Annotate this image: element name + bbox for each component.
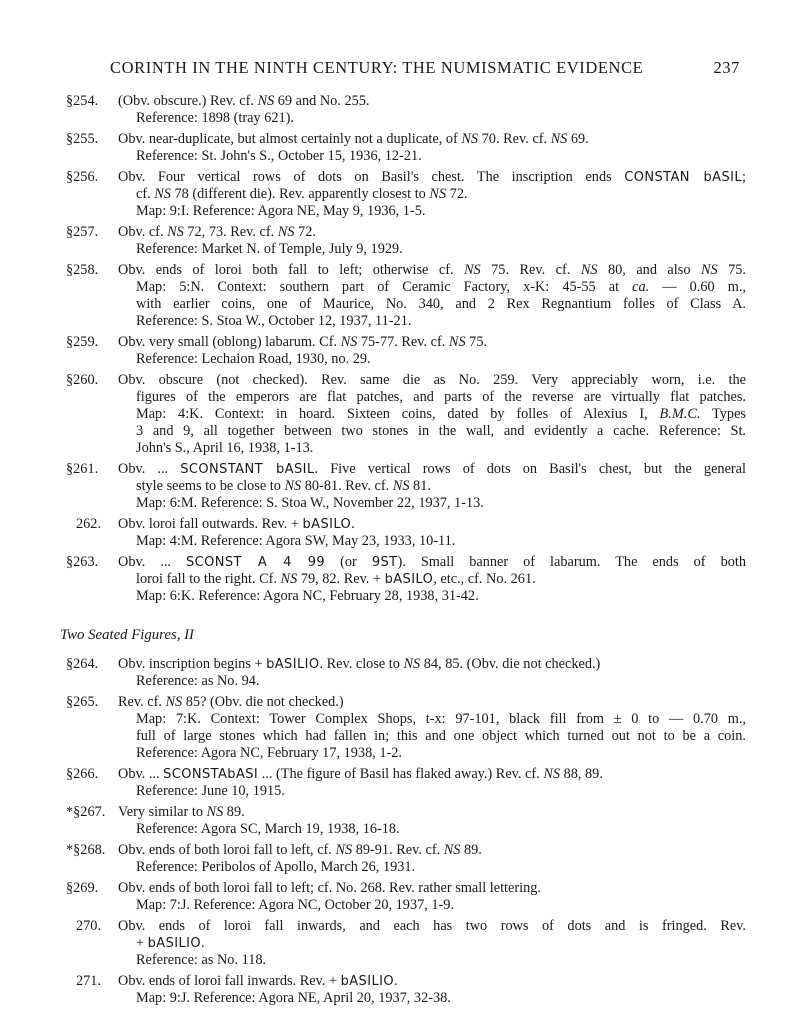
entry-line: Obv. ... SCONSTAbASI ... (The figure of Basil has flaked away.) Rev. cf. NS 88, 89. (118, 766, 603, 782)
entry-line: Map: 9:I. Reference: Agora NE, May 9, 1936, 1-5. (136, 203, 426, 219)
entry-line: Map: 9:J. Reference: Agora NE, April 20, 1937, 32-38. (136, 990, 451, 1006)
page-number: 237 (713, 58, 740, 77)
entry-line: Obv. ... SCONSTANT bASIL. Five vertical rows of dots on Basil's chest, but the general (118, 461, 746, 477)
catalogue-entries (60, 93, 746, 1011)
entry-line: Reference: S. Stoa W., October 12, 1937, 11-21. (136, 313, 412, 329)
catalogue-entry (66, 131, 746, 165)
entry-line: Obv. inscription begins + bASILIO. Rev. close to NS 84, 85. (Obv. die not checked.) (118, 656, 601, 672)
entry-line: Obv. near-duplicate, but almost certainly not a duplicate, of NS 70. Rev. cf. NS 69. (118, 131, 589, 147)
entry-line: Obv. loroi fall outwards. Rev. + bASILO. (118, 516, 355, 532)
entry-line: loroi fall to the right. Cf. NS 79, 82. Rev. + bASILO, etc., cf. No. 261. (136, 571, 536, 587)
running-head (110, 58, 740, 78)
entry-gap (66, 1007, 746, 1011)
catalogue-entry (66, 372, 746, 457)
entry-line: cf. NS 78 (different die). Rev. apparently closest to NS 72. (136, 186, 468, 202)
entry-line: Obv. Four vertical rows of dots on Basil's chest. The inscription ends CONSTAN bASIL; (118, 169, 746, 185)
entry-number: 270. (76, 918, 102, 934)
entry-line: Map: 4:K. Context: in hoard. Sixteen coins, dated by folles of Alexius I, B.M.C. Types (136, 406, 746, 422)
entry-line: Map: 7:J. Reference: Agora NC, October 20, 1937, 1-9. (136, 897, 455, 913)
entry-line: (Obv. obscure.) Rev. cf. NS 69 and No. 255. (118, 93, 370, 109)
entry-line: + bASILIO. (136, 935, 205, 951)
entry-line: 3 and 9, all together between two stones in the wall, and evidently a cache. Reference: St. (136, 423, 746, 439)
entry-line: Obv. ends of loroi fall inwards, and each has two rows of dots and is fringed. Rev. (118, 918, 746, 934)
entry-group-part-i (66, 93, 746, 609)
catalogue-entry (66, 880, 746, 914)
catalogue-entry (66, 656, 746, 690)
entry-line: Reference: St. John's S., October 15, 1936, 12-21. (136, 148, 422, 164)
entry-number: §269. (66, 880, 99, 896)
entry-line: Reference: as No. 94. (136, 673, 260, 689)
catalogue-entry (66, 918, 746, 969)
entry-number: §264. (66, 656, 99, 672)
entry-line: Map: 5:N. Context: southern part of Ceramic Factory, x-K: 45-55 at ca. — 0.60 m., (136, 279, 746, 295)
catalogue-entry (66, 461, 746, 512)
entry-line: Obv. very small (oblong) labarum. Cf. NS 75-77. Rev. cf. NS 75. (118, 334, 488, 350)
entry-number: §265. (66, 694, 99, 710)
entry-line: Reference: Agora NC, February 17, 1938, 1-2. (136, 745, 403, 761)
entry-line: Reference: Peribolos of Apollo, March 26, 1931. (136, 859, 416, 875)
entry-line: full of large stones which had fallen in; this and one object which turned out not to be a coin. (136, 728, 746, 744)
entry-number: 271. (76, 973, 102, 989)
entry-line: with earlier coins, one of Maurice, No. 340, and 2 Rex Regnantium folles of Class A. (136, 296, 746, 312)
entry-line: Obv. ends of both loroi fall to left; cf. No. 268. Rev. rather small lettering. (118, 880, 541, 896)
entry-number: §255. (66, 131, 99, 147)
entry-line: Reference: Agora SC, March 19, 1938, 16-18. (136, 821, 400, 837)
entry-line: Obv. ends of loroi fall inwards. Rev. + bASILIO. (118, 973, 398, 989)
entry-line: Obv. ends of loroi both fall to left; otherwise cf. NS 75. Rev. cf. NS 80, and also NS 75. (118, 262, 746, 278)
entry-number: §261. (66, 461, 99, 477)
entry-number: §260. (66, 372, 99, 388)
entry-line: Obv. ... SCONST A 4 99 (or 9ST). Small banner of labarum. The ends of both (118, 554, 746, 570)
catalogue-entry (66, 334, 746, 368)
entry-line: Rev. cf. NS 85? (Obv. die not checked.) (118, 694, 344, 710)
entry-line: Map: 6:K. Reference: Agora NC, February 28, 1938, 31-42. (136, 588, 479, 604)
catalogue-entry (66, 262, 746, 330)
entry-group-part-ii (66, 656, 746, 1011)
entry-number: §266. (66, 766, 99, 782)
entry-number: *§268. (66, 842, 106, 858)
entry-line: Map: 7:K. Context: Tower Complex Shops, t-x: 97-101, black fill from ± 0 to — 0.70 m., (136, 711, 746, 727)
entry-line: Reference: Lechaion Road, 1930, no. 29. (136, 351, 371, 367)
catalogue-entry (66, 93, 746, 127)
entry-number: §263. (66, 554, 99, 570)
entry-number: 262. (76, 516, 102, 532)
catalogue-entry (66, 842, 746, 876)
catalogue-entry (66, 804, 746, 838)
catalogue-entry (66, 516, 746, 550)
entry-line: style seems to be close to NS 80-81. Rev. cf. NS 81. (136, 478, 431, 494)
entry-line: Reference: 1898 (tray 621). (136, 110, 294, 126)
entry-line: Reference: as No. 118. (136, 952, 267, 968)
entry-number: §258. (66, 262, 99, 278)
catalogue-entry (66, 554, 746, 605)
entry-number: §254. (66, 93, 99, 109)
catalogue-entry (66, 766, 746, 800)
entry-gap (66, 605, 746, 609)
running-head-title: CORINTH IN THE NINTH CENTURY: THE NUMISMATIC EVIDENCE (110, 58, 644, 77)
entry-line: Map: 6:M. Reference: S. Stoa W., November 22, 1937, 1-13. (136, 495, 484, 511)
entry-line: Map: 4:M. Reference: Agora SW, May 23, 1933, 10-11. (136, 533, 456, 549)
entry-line: John's S., April 16, 1938, 1-13. (136, 440, 314, 456)
catalogue-entry (66, 224, 746, 258)
entry-line: Obv. ends of both loroi fall to left, cf. NS 89-91. Rev. cf. NS 89. (118, 842, 482, 858)
entry-number: *§267. (66, 804, 106, 820)
entry-line: Reference: June 10, 1915. (136, 783, 285, 799)
section-heading: Two Seated Figures, II (60, 627, 194, 643)
entry-line: Obv. cf. NS 72, 73. Rev. cf. NS 72. (118, 224, 316, 240)
entry-line: figures of the emperors are flat patches, and parts of the reverse are virtually flat patches. (136, 389, 746, 405)
entry-line: Obv. obscure (not checked). Rev. same die as No. 259. Very appreciably worn, i.e. the (118, 372, 746, 388)
entry-number: §259. (66, 334, 99, 350)
catalogue-entry (66, 694, 746, 762)
entry-number: §257. (66, 224, 99, 240)
entry-number: §256. (66, 169, 99, 185)
catalogue-entry (66, 169, 746, 220)
entry-line: Very similar to NS 89. (118, 804, 245, 820)
entry-line: Reference: Market N. of Temple, July 9, 1929. (136, 241, 403, 257)
catalogue-entry (66, 973, 746, 1007)
